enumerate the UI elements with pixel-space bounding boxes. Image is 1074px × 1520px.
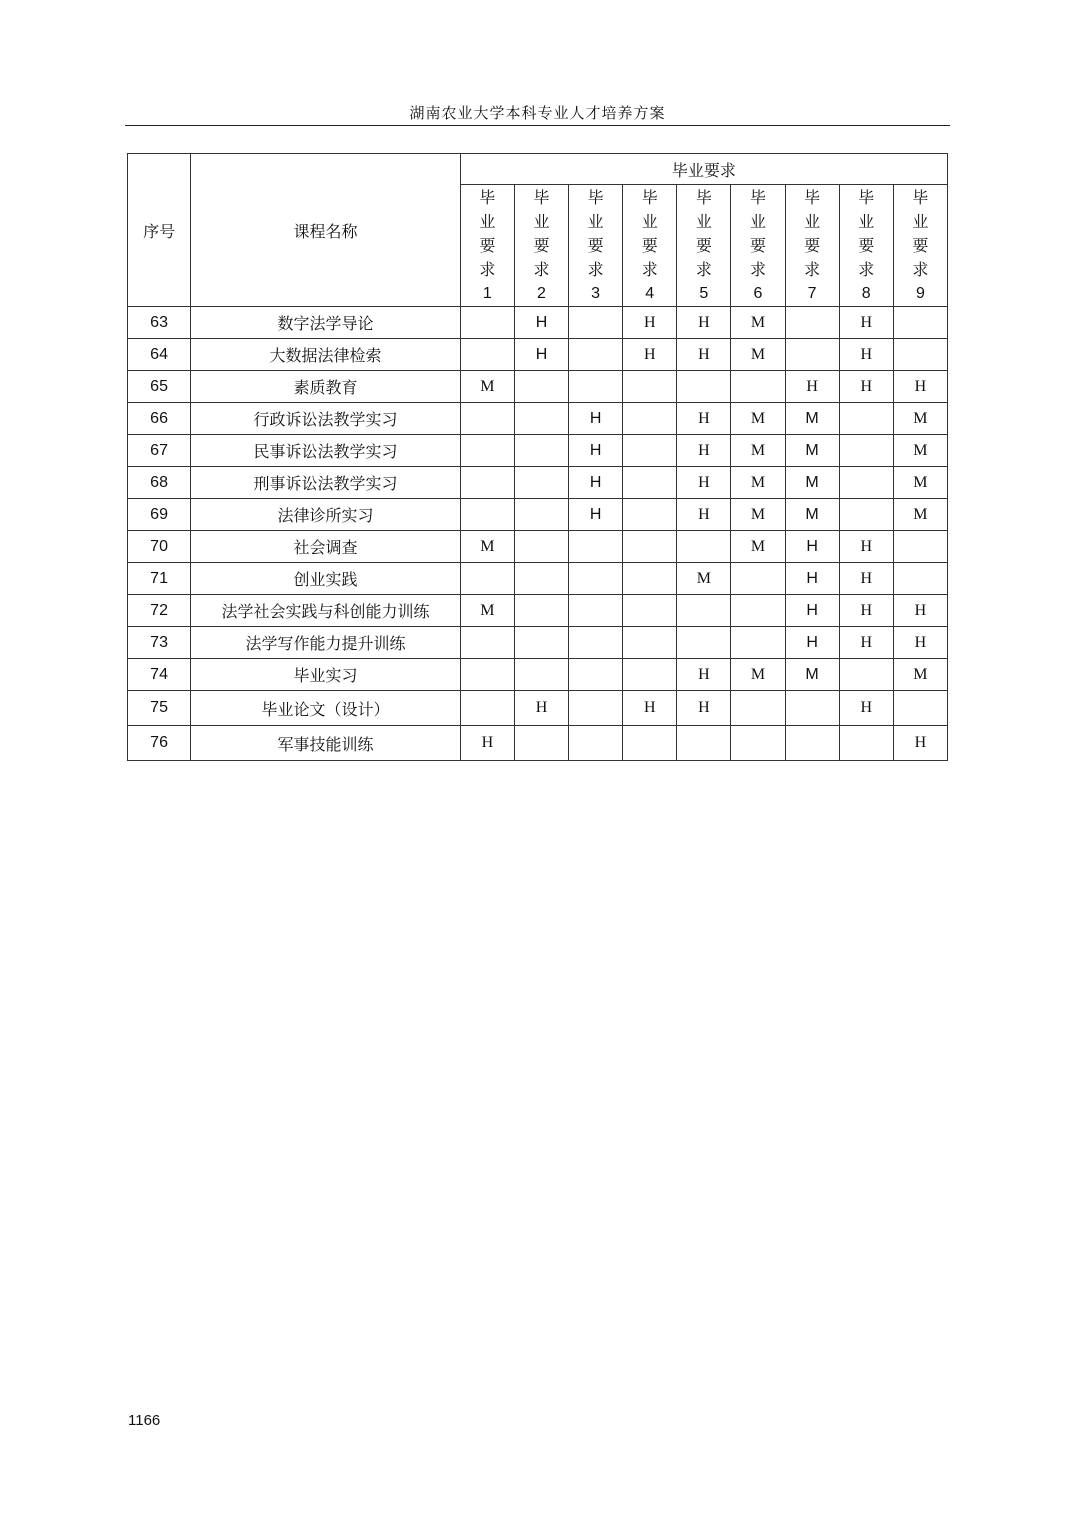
requirement-cell: H	[677, 339, 731, 371]
requirement-cell	[677, 627, 731, 659]
requirement-cell	[623, 627, 677, 659]
header-requirement-2	[514, 185, 568, 307]
requirement-label: 毕业要求	[587, 187, 604, 279]
row-course-name: 大数据法律检索	[191, 339, 461, 371]
requirement-cell: M	[731, 531, 785, 563]
requirement-cell	[839, 659, 893, 691]
requirement-cell	[893, 563, 947, 595]
requirement-cell: H	[569, 403, 623, 435]
requirement-cell: H	[514, 339, 568, 371]
table-row	[128, 403, 948, 435]
requirement-cell	[839, 726, 893, 761]
requirement-number: 1	[482, 284, 492, 302]
requirement-cell: H	[839, 531, 893, 563]
requirement-cell: H	[514, 307, 568, 339]
requirement-cell	[731, 595, 785, 627]
requirement-cell	[839, 467, 893, 499]
row-serial-number: 69	[128, 499, 191, 531]
requirement-cell	[569, 563, 623, 595]
header-requirement-1	[460, 185, 514, 307]
header-requirement-6	[731, 185, 785, 307]
requirement-cell: M	[731, 403, 785, 435]
row-serial-number: 64	[128, 339, 191, 371]
requirement-cell: M	[460, 371, 514, 403]
row-serial-number: 72	[128, 595, 191, 627]
requirement-cell	[460, 403, 514, 435]
header-serial-number: 序号	[128, 154, 191, 307]
requirement-cell: M	[785, 467, 839, 499]
table-row	[128, 691, 948, 726]
requirement-cell: M	[731, 499, 785, 531]
requirement-cell	[514, 595, 568, 627]
row-course-name: 创业实践	[191, 563, 461, 595]
requirement-cell: M	[785, 499, 839, 531]
row-course-name: 行政诉讼法教学实习	[191, 403, 461, 435]
requirement-cell: H	[839, 371, 893, 403]
requirement-cell: M	[460, 531, 514, 563]
requirement-cell	[514, 659, 568, 691]
table-row	[128, 307, 948, 339]
row-course-name: 法学社会实践与科创能力训练	[191, 595, 461, 627]
row-serial-number: 67	[128, 435, 191, 467]
requirement-cell: M	[731, 659, 785, 691]
header-requirement-9	[893, 185, 947, 307]
header-requirement-5	[677, 185, 731, 307]
requirement-cell	[893, 691, 947, 726]
requirement-cell: H	[677, 659, 731, 691]
header-requirement-8	[839, 185, 893, 307]
requirement-cell	[569, 691, 623, 726]
header-requirement-3	[569, 185, 623, 307]
requirement-label: 毕业要求	[695, 187, 712, 279]
table-row	[128, 339, 948, 371]
requirement-cell	[514, 531, 568, 563]
requirement-cell	[623, 435, 677, 467]
row-course-name: 刑事诉讼法教学实习	[191, 467, 461, 499]
row-course-name: 数字法学导论	[191, 307, 461, 339]
row-serial-number: 74	[128, 659, 191, 691]
requirement-cell: M	[893, 467, 947, 499]
requirement-cell	[623, 595, 677, 627]
row-serial-number: 70	[128, 531, 191, 563]
requirement-cell	[623, 467, 677, 499]
requirement-cell: H	[460, 726, 514, 761]
row-course-name: 军事技能训练	[191, 726, 461, 761]
requirement-cell: M	[460, 595, 514, 627]
requirement-cell	[569, 627, 623, 659]
requirement-cell: H	[677, 403, 731, 435]
requirement-cell: H	[623, 307, 677, 339]
requirement-cell: M	[785, 435, 839, 467]
requirement-cell: M	[731, 467, 785, 499]
requirement-cell	[731, 371, 785, 403]
requirement-cell	[893, 531, 947, 563]
requirement-cell	[731, 627, 785, 659]
header-requirement-7	[785, 185, 839, 307]
requirement-cell: H	[893, 726, 947, 761]
row-serial-number: 76	[128, 726, 191, 761]
requirement-cell: H	[839, 627, 893, 659]
requirement-cell: M	[893, 403, 947, 435]
table-row	[128, 467, 948, 499]
requirement-number: 5	[699, 284, 709, 302]
requirement-cell: M	[785, 659, 839, 691]
requirement-number: 3	[591, 284, 601, 302]
requirement-cell: M	[785, 403, 839, 435]
requirement-label: 毕业要求	[641, 187, 658, 279]
row-serial-number: 75	[128, 691, 191, 726]
requirement-cell	[731, 726, 785, 761]
graduation-requirements-table	[127, 153, 948, 761]
requirement-cell: H	[569, 499, 623, 531]
requirement-cell: H	[839, 339, 893, 371]
row-serial-number: 65	[128, 371, 191, 403]
table-row	[128, 435, 948, 467]
requirement-cell: H	[785, 595, 839, 627]
requirement-cell	[514, 563, 568, 595]
requirement-label: 毕业要求	[749, 187, 766, 279]
requirement-cell	[460, 659, 514, 691]
requirement-label: 毕业要求	[533, 187, 550, 279]
requirement-cell: H	[677, 435, 731, 467]
requirement-cell: M	[731, 307, 785, 339]
requirement-cell: H	[677, 467, 731, 499]
requirement-number: 6	[753, 284, 763, 302]
requirement-cell: H	[785, 371, 839, 403]
requirement-cell	[677, 726, 731, 761]
requirement-cell	[460, 627, 514, 659]
requirement-cell	[785, 307, 839, 339]
requirement-cell	[731, 563, 785, 595]
requirement-cell: H	[677, 499, 731, 531]
requirement-cell	[623, 531, 677, 563]
requirement-cell: H	[677, 307, 731, 339]
requirement-cell	[460, 467, 514, 499]
header-course-name: 课程名称	[191, 154, 461, 307]
requirement-cell	[677, 371, 731, 403]
requirement-label: 毕业要求	[804, 187, 821, 279]
table-row	[128, 563, 948, 595]
requirement-cell: H	[569, 467, 623, 499]
requirement-cell	[460, 339, 514, 371]
page-number: 1166	[128, 1412, 161, 1429]
requirement-cell	[623, 563, 677, 595]
requirement-cell	[623, 659, 677, 691]
requirement-cell	[460, 499, 514, 531]
requirement-cell	[677, 531, 731, 563]
requirement-cell: H	[839, 595, 893, 627]
requirement-cell	[623, 371, 677, 403]
row-serial-number: 71	[128, 563, 191, 595]
requirement-cell	[514, 499, 568, 531]
requirement-cell: M	[893, 435, 947, 467]
header-divider	[125, 125, 950, 126]
requirement-cell	[514, 371, 568, 403]
requirement-cell	[893, 339, 947, 371]
document-header-title: 湖南农业大学本科专业人才培养方案	[409, 104, 666, 122]
row-course-name: 毕业实习	[191, 659, 461, 691]
requirement-cell: H	[677, 691, 731, 726]
requirement-cell	[569, 307, 623, 339]
requirement-cell	[569, 659, 623, 691]
requirement-cell	[839, 499, 893, 531]
requirement-label: 毕业要求	[858, 187, 875, 279]
requirement-cell: H	[623, 691, 677, 726]
requirement-number: 7	[807, 284, 817, 302]
requirement-cell: H	[893, 595, 947, 627]
requirement-cell	[460, 435, 514, 467]
requirement-cell	[785, 691, 839, 726]
requirement-cell	[623, 403, 677, 435]
requirement-number: 4	[645, 284, 655, 302]
requirement-cell: M	[677, 563, 731, 595]
requirement-cell: H	[623, 339, 677, 371]
row-course-name: 社会调查	[191, 531, 461, 563]
requirement-cell: H	[839, 563, 893, 595]
requirement-cell: M	[893, 499, 947, 531]
requirement-cell: H	[785, 627, 839, 659]
row-course-name: 毕业论文（设计）	[191, 691, 461, 726]
requirement-cell	[460, 307, 514, 339]
requirement-cell: H	[514, 691, 568, 726]
requirement-cell	[514, 726, 568, 761]
row-serial-number: 73	[128, 627, 191, 659]
requirement-cell: H	[893, 371, 947, 403]
table-row	[128, 371, 948, 403]
requirement-label: 毕业要求	[479, 187, 496, 279]
requirement-cell: H	[839, 691, 893, 726]
table-row	[128, 726, 948, 761]
requirement-cell	[569, 595, 623, 627]
table-row	[128, 595, 948, 627]
requirement-cell	[731, 691, 785, 726]
row-serial-number: 66	[128, 403, 191, 435]
requirement-number: 8	[861, 284, 871, 302]
table-row	[128, 531, 948, 563]
requirement-cell	[893, 307, 947, 339]
row-course-name: 法律诊所实习	[191, 499, 461, 531]
requirement-cell	[514, 403, 568, 435]
requirement-cell	[623, 726, 677, 761]
row-serial-number: 68	[128, 467, 191, 499]
row-course-name: 法学写作能力提升训练	[191, 627, 461, 659]
requirement-cell	[460, 563, 514, 595]
requirement-cell	[839, 403, 893, 435]
header-requirement-4	[623, 185, 677, 307]
header-graduation-requirements: 毕业要求	[460, 154, 947, 185]
requirement-number: 2	[537, 284, 546, 302]
requirement-cell	[514, 627, 568, 659]
requirement-cell: H	[785, 563, 839, 595]
requirement-cell: M	[731, 435, 785, 467]
requirement-cell	[514, 467, 568, 499]
requirement-cell: H	[785, 531, 839, 563]
requirement-cell: H	[839, 307, 893, 339]
row-serial-number: 63	[128, 307, 191, 339]
requirement-cell: H	[569, 435, 623, 467]
table-row	[128, 627, 948, 659]
requirement-cell	[677, 595, 731, 627]
requirement-cell: M	[731, 339, 785, 371]
table-row	[128, 499, 948, 531]
requirement-cell	[460, 691, 514, 726]
requirement-label: 毕业要求	[912, 187, 929, 279]
row-course-name: 素质教育	[191, 371, 461, 403]
requirement-cell: H	[893, 627, 947, 659]
requirement-cell	[785, 339, 839, 371]
requirement-cell	[569, 371, 623, 403]
row-course-name: 民事诉讼法教学实习	[191, 435, 461, 467]
requirement-cell	[569, 339, 623, 371]
requirement-cell	[569, 726, 623, 761]
requirement-number: 9	[915, 284, 925, 302]
requirement-cell	[569, 531, 623, 563]
requirement-cell	[839, 435, 893, 467]
requirement-cell: M	[893, 659, 947, 691]
requirement-cell	[785, 726, 839, 761]
requirement-cell	[514, 435, 568, 467]
requirement-cell	[623, 499, 677, 531]
table-row	[128, 659, 948, 691]
